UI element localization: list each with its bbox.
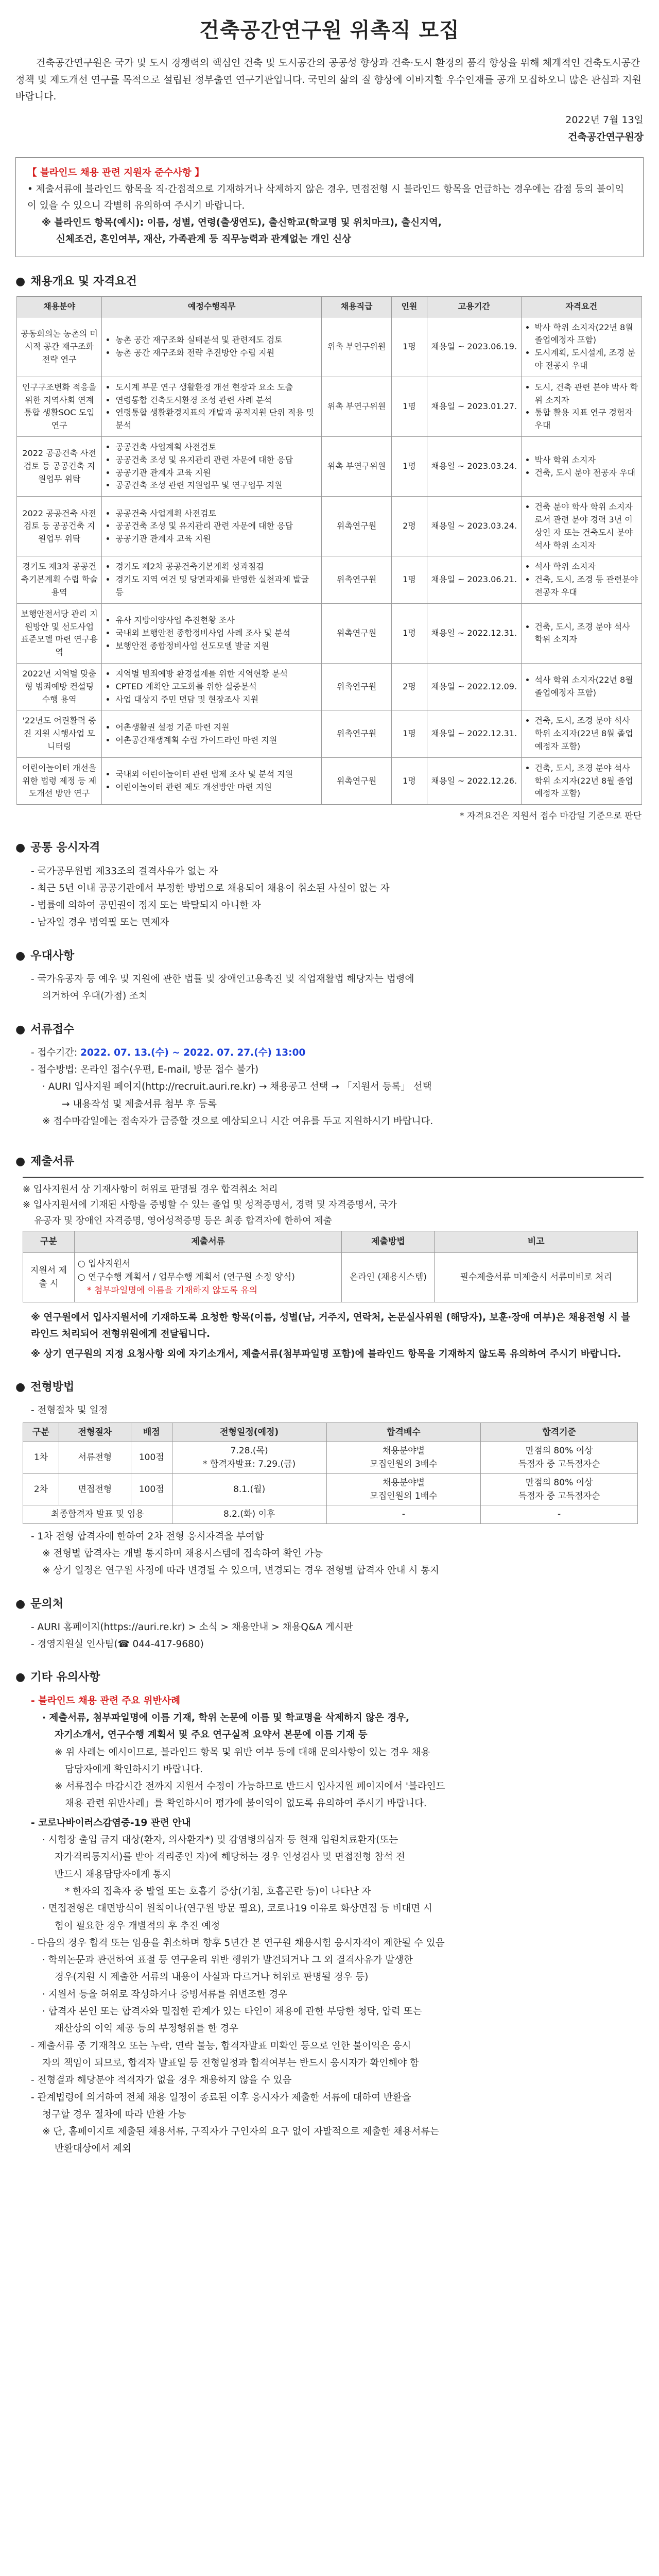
process-mult-line: 모집인원의 1배수 <box>370 1490 438 1501</box>
recruit-period: 채용일 ~ 2023.03.24. <box>427 497 521 556</box>
process-label: - 전형절차 및 일정 <box>31 1405 108 1416</box>
recruit-duties <box>102 497 322 556</box>
process-date <box>172 1473 326 1505</box>
apply-url-steps: → 내용작성 및 제출서류 첨부 후 등록 <box>62 1098 217 1110</box>
duties-list <box>105 381 318 432</box>
section-apply <box>15 1021 644 1039</box>
list-item: - 제출서류 중 기재착오 또는 누락, 연락 불능, 합격자발표 미확인 등으로 인한 불이익은 응시 <box>31 2040 411 2052</box>
process-final-crit: - <box>481 1505 638 1523</box>
docs-row-method: 온라인 (채용시스템) <box>342 1252 435 1302</box>
table-row <box>17 710 642 757</box>
section-pref <box>15 947 644 965</box>
table-row <box>17 437 642 497</box>
table-row <box>17 317 642 377</box>
list-item: ※ 전형별 합격자는 개별 통지하며 채용시스템에 접속하여 확인 가능 <box>42 1548 323 1559</box>
docs-row-items <box>74 1252 342 1302</box>
col-header: 제출서류 <box>74 1231 342 1252</box>
recruit-period: 채용일 ~ 2023.06.21. <box>427 556 521 603</box>
duties-list <box>105 441 318 492</box>
list-item: • 석사 학위 소지자(22년 8월 졸업예정자 포함) <box>535 674 638 700</box>
process-date <box>172 1442 326 1473</box>
quals-list <box>525 501 638 552</box>
quals-list <box>525 621 638 647</box>
col-header: 전형절차 <box>59 1422 131 1442</box>
list-item: - 다음의 경우 합격 또는 임용을 취소하며 향후 5년간 본 연구원 채용시험 응시자격이 제한될 수 있음 <box>31 1937 445 1948</box>
recruit-quals <box>521 497 641 556</box>
docs-item-text: 연구수행 계획서 / 업무수행 계획서 (연구원 소정 양식) <box>88 1272 295 1283</box>
table-row <box>17 664 642 710</box>
docs-row-label: 지원서 제출 시 <box>23 1252 75 1302</box>
recruit-field: 인구구조변화 적응을 위한 지역사회 연계 통합 생활SOC 도입 연구 <box>17 377 102 436</box>
recruit-field: '22년도 어린활력 증진 지원 시행사업 모니터링 <box>17 710 102 757</box>
quals-list <box>525 762 638 800</box>
list-item: 반드시 채용담당자에게 통지 <box>55 1869 171 1880</box>
list-item: • 경기도 지역 여건 및 당면과제를 반영한 실천과제 발굴 등 <box>115 573 318 599</box>
list-item: • 국내외 보행안전 종합정비사업 사례 조사 및 분석 <box>115 627 318 640</box>
table-row <box>17 603 642 663</box>
notice-line-2: ※ 블라인드 항목(예시): 이름, 성별, 연령(출생연도), 출신학교(학교명 및 위치마크), 출신지역, <box>42 217 442 228</box>
duties-list <box>105 334 318 360</box>
recruit-duties <box>102 437 322 497</box>
apply-list <box>31 1044 649 1130</box>
section-process-title: 전형방법 <box>30 1380 75 1394</box>
list-item: • CPTED 계획안 고도화를 위한 실증분석 <box>115 681 318 693</box>
list-item: ○ 입사지원서 <box>77 1258 131 1269</box>
recruit-grade: 위촉연구원 <box>322 556 392 603</box>
page <box>10 0 649 2158</box>
docs-table <box>23 1231 638 1302</box>
section-pref-title: 우대사항 <box>30 949 75 962</box>
process-crit-line: 만점의 80% 이상 <box>525 1445 593 1456</box>
process-table-header <box>23 1422 638 1442</box>
recruit-field: 2022년 지역별 맞춤형 범죄예방 컨설팅 수행 용역 <box>17 664 102 710</box>
recruit-count: 1명 <box>391 757 427 804</box>
section-inquiry-title: 문의처 <box>30 1597 63 1611</box>
col-header: 합격배수 <box>326 1422 481 1442</box>
process-mult <box>326 1473 481 1505</box>
table-row <box>23 1442 638 1473</box>
list-item: · 지원서 등을 허위로 작성하거나 증빙서류를 위변조한 경우 <box>42 1989 287 2000</box>
table-row <box>23 1473 638 1505</box>
recruit-period: 채용일 ~ 2023.03.24. <box>427 437 521 497</box>
recruit-quals <box>521 757 641 804</box>
etc-list <box>31 1692 638 2158</box>
apply-period-label: - 접수기간: <box>31 1047 81 1058</box>
section-docs-title: 제출서류 <box>30 1155 75 1168</box>
list-item: 자의 책임이 되므로, 합격자 발표일 등 전형일정과 합격여부는 반드시 응시자가 확인해야 함 <box>42 2057 419 2069</box>
bullet-icon: ● <box>15 1380 26 1394</box>
list-item: 자가격리통지서)를 받아 격리중인 자)에 해당하는 경우 인성검사 및 면접전형 참석 전 <box>55 1852 405 1863</box>
recruit-period: 채용일 ~ 2022.12.26. <box>427 757 521 804</box>
recruit-count: 1명 <box>391 437 427 497</box>
list-item: - 관계법령에 의거하여 전체 채용 일정이 종료된 이후 응시자가 제출한 서류에 대하여 반환을 <box>31 2092 411 2103</box>
bullet-icon: ● <box>15 949 26 962</box>
list-item: • 석사 학위 소지자 <box>535 561 638 573</box>
list-item: • 어린이놀이터 관련 제도 개선방안 마련 지원 <box>115 781 318 794</box>
table-row <box>23 1252 638 1302</box>
process-final-label: 최종합격자 발표 및 임용 <box>23 1505 172 1523</box>
list-item: - 최근 5년 이내 공공기관에서 부정한 방법으로 채용되어 채용이 취소된 사실이 없는 자 <box>31 883 390 894</box>
col-header: 배점 <box>131 1422 172 1442</box>
recruit-grade: 위촉연구원 <box>322 603 392 663</box>
list-item: • 건축 분야 학사 학위 소지자로서 관련 분야 경력 3년 이상인 자 또는 건축도시 분야 석사 학위 소지자 <box>535 501 638 552</box>
list-item: • 도시계 부문 연구 생활환경 개선 현장과 요소 도출 <box>115 381 318 394</box>
list-item: - 1차 전형 합격자에 한하여 2차 전형 응시자격을 부여함 <box>31 1531 264 1542</box>
list-item: - 남자일 경우 병역필 또는 면제자 <box>31 917 169 928</box>
list-item: • 보행안전 종합정비사업 선도모델 발굴 지원 <box>115 640 318 653</box>
process-date-line: 7.28.(목) <box>230 1445 268 1456</box>
list-item: - 전형결과 해당분야 적격자가 없을 경우 채용하지 않을 수 있음 <box>31 2075 292 2086</box>
recruit-quals <box>521 603 641 663</box>
section-apply-title: 서류접수 <box>30 1023 75 1036</box>
list-item: • 건축, 도시, 조경 분야 석사 학위 소지자(22년 8월 졸업예정자 포함) <box>535 715 638 753</box>
list-item: • 공공건축 조성 및 유지관리 관련 자문에 대한 응답 <box>115 454 318 467</box>
list-item: * 한자의 접촉자 중 발열 또는 호흡기 증상(기침, 호흡곤란 등)이 나타난 자 <box>65 1886 371 1897</box>
process-mult-line: 채용분야별 <box>382 1445 425 1456</box>
docs-table-header <box>23 1231 638 1252</box>
recruit-field: 어린이놀이터 개선을 위한 법령 제정 등 제도개선 방안 연구 <box>17 757 102 804</box>
list-item: 청구할 경우 절차에 따라 반환 가능 <box>42 2109 186 2120</box>
apply-period <box>31 1044 649 1061</box>
process-notes <box>31 1528 649 1580</box>
list-item: ○ 연구수행 계획서 / 업무수행 계획서 (연구원 소정 양식) <box>77 1272 295 1283</box>
list-item: ※ 상기 일정은 연구원 사정에 따라 변경될 수 있으며, 변경되는 경우 전형별 합격자 안내 시 통지 <box>42 1565 439 1577</box>
duties-list <box>105 721 318 747</box>
list-item: 의거하여 우대(가점) 조치 <box>42 991 148 1002</box>
list-item: • 연령통합 생활환경지표의 개발과 공적지원 단위 적용 및 분석 <box>115 406 318 432</box>
duties-list <box>105 561 318 599</box>
quals-list <box>525 321 638 372</box>
section-etc <box>15 1668 644 1687</box>
list-item: - 국가공무원법 제33조의 결격사유가 없는 자 <box>31 866 218 877</box>
list-item: • 도시계획, 도시설계, 조경 분야 전공자 우대 <box>535 347 638 372</box>
col-header: 비고 <box>435 1231 638 1252</box>
col-header: 채용분야 <box>17 296 102 317</box>
list-item: • 지역별 범죄예방 환경설계를 위한 지역현황 분석 <box>115 668 318 681</box>
list-item: • 건축, 도시, 조경 분야 석사 학위 소지자 <box>535 621 638 647</box>
list-item: • 국내외 어린이놀이터 관련 법제 조사 및 분석 지원 <box>115 768 318 781</box>
recruit-count: 1명 <box>391 317 427 377</box>
list-item: · 면접전형은 대면방식이 원칙이나(연구원 방문 필요), 코로나19 이유로 화상면접 등 비대면 시 <box>42 1903 432 1914</box>
list-item: • 공공건축 조성 및 유지관리 관련 자문에 대한 응답 <box>115 520 318 533</box>
recruit-period: 채용일 ~ 2023.01.27. <box>427 377 521 436</box>
duties-list <box>105 507 318 546</box>
section-etc-title: 기타 유의사항 <box>30 1671 100 1684</box>
process-final-date: 8.2.(화) 이후 <box>172 1505 326 1523</box>
recruit-grade: 위촉연구원 <box>322 664 392 710</box>
list-item: • 사업 대상지 주민 면담 및 현장조사 지원 <box>115 693 318 706</box>
recruit-grade: 위촉 부연구위원 <box>322 437 392 497</box>
recruit-duties <box>102 664 322 710</box>
recruit-quals <box>521 710 641 757</box>
recruit-duties <box>102 556 322 603</box>
etc-blind-title: - 블라인드 채용 관련 주요 위반사례 <box>31 1695 181 1706</box>
list-item: • 공공기관 관계자 교육 지원 <box>115 467 318 480</box>
col-header: 예정수행직무 <box>102 296 322 317</box>
recruit-quals <box>521 556 641 603</box>
recruit-grade: 위촉연구원 <box>322 710 392 757</box>
list-item: 자기소개서, 연구수행 계획서 및 주요 연구실적 요약서 본문에 이름 기재 등 <box>55 1730 368 1741</box>
recruit-duties <box>102 377 322 436</box>
process-name: 서류전형 <box>59 1442 131 1473</box>
inquiry-phone: - 경영지원실 인사팀(☎ 044-417-9680) <box>31 1639 204 1650</box>
list-item: • 공공건축 사업계획 사전검토 <box>115 507 318 520</box>
table-row <box>17 377 642 436</box>
recruit-table-header <box>17 296 642 317</box>
section-common <box>15 839 644 857</box>
col-header: 자격요건 <box>521 296 641 317</box>
list-item: 험이 필요한 경우 개별적의 후 추진 예정 <box>55 1920 220 1931</box>
page-title: 건축공간연구원 위촉직 모집 <box>199 19 460 42</box>
notice-line-1: • 제출서류에 블라인드 항목을 직·간접적으로 기재하거나 삭제하지 않은 경우, 면접전형 시 블라인드 항목을 언급하는 경우에는 감점 등의 불이익이 있을 수 있으니 각별히 유의하여 주시기 바랍니다. <box>27 184 625 212</box>
recruit-count: 1명 <box>391 556 427 603</box>
recruit-count: 1명 <box>391 603 427 663</box>
recruit-duties <box>102 757 322 804</box>
list-item: • 통합 활용 지표 연구 경험자 우대 <box>535 406 638 432</box>
list-item: • 공공기관 관계자 교육 지원 <box>115 533 318 546</box>
process-final-mult: - <box>326 1505 481 1523</box>
docs-item-text: 입사지원서 <box>88 1258 131 1269</box>
duties-list <box>105 668 318 706</box>
col-header: 구분 <box>23 1422 59 1442</box>
recruit-field: 보행안전서당 관리 지원방안 및 선도사업 표준모델 마련 연구용역 <box>17 603 102 663</box>
table-row <box>17 497 642 556</box>
process-crit-line: 만점의 80% 이상 <box>525 1477 593 1488</box>
section-common-title: 공통 응시자격 <box>30 841 100 855</box>
col-header: 제출방법 <box>342 1231 435 1252</box>
process-crit-line: 득점자 중 고득점자순 <box>518 1459 600 1470</box>
list-item: · 학위논문과 관련하여 표절 등 연구윤리 위반 행위가 발견되거나 그 외 결격사유가 발생한 <box>42 1955 413 1966</box>
recruit-count: 1명 <box>391 377 427 436</box>
list-item: • 건축, 도시, 조경 등 관련분야 전공자 우대 <box>535 573 638 599</box>
list-item: 재산상의 이익 제공 등의 부정행위를 한 경우 <box>55 2023 238 2035</box>
recruit-table-body <box>17 317 642 805</box>
section-inquiry <box>15 1595 644 1614</box>
process-name: 면접전형 <box>59 1473 131 1505</box>
col-header: 합격기준 <box>481 1422 638 1442</box>
process-date-line: 8.1.(월) <box>233 1484 266 1495</box>
bullet-icon: ● <box>15 1671 26 1684</box>
quals-list <box>525 561 638 599</box>
list-item: · 합격자 본인 또는 합격자와 밀접한 관계가 있는 타인이 채용에 관한 부당한 청탁, 압력 또는 <box>42 2006 422 2018</box>
docs-note: 유공자 및 장애인 자격증명, 영어성적증명 등은 최종 합격자에 한하여 제출 <box>34 1215 332 1226</box>
apply-method: - 접수방법: 온라인 접수(우편, E-mail, 방문 접수 불가) <box>31 1064 259 1076</box>
process-mult <box>326 1442 481 1473</box>
recruit-field: 공동회의논 농촌의 미시적 공간 재구조화 전략 연구 <box>17 317 102 377</box>
recruit-period: 채용일 ~ 2022.12.09. <box>427 664 521 710</box>
process-crit <box>481 1473 638 1505</box>
recruit-quals <box>521 437 641 497</box>
docs-row-note: 필수제출서류 미제출시 서류미비로 처리 <box>435 1252 638 1302</box>
table-note: * 자격요건은 지원서 접수 마감일 기준으로 판단 <box>460 811 641 822</box>
bullet-icon: ● <box>15 275 26 288</box>
recruit-duties <box>102 603 322 663</box>
table-row <box>23 1505 638 1523</box>
list-item: • 어촌생활권 설정 기준 마련 지원 <box>115 721 318 734</box>
table-row <box>17 556 642 603</box>
quals-list <box>525 381 638 432</box>
list-item: • 농촌 공간 재구조화 실태분석 및 관련제도 검토 <box>115 334 318 347</box>
blind-notice-box <box>15 157 644 257</box>
docs-warning-2: ※ 상기 연구원의 지정 요청사항 외에 자기소개서, 제출서류(첨부파일명 포함)에 블라인드 항목을 기재하지 않도록 유의하여 주시기 바랍니다. <box>31 1348 621 1360</box>
list-item: • 박사 학위 소지자 <box>535 454 638 467</box>
quals-list <box>525 674 638 700</box>
docs-note: ※ 입사지원서 상 기재사항이 허위로 판명될 경우 합격취소 처리 <box>23 1183 278 1195</box>
process-table <box>23 1422 638 1524</box>
inquiry-list <box>31 1619 649 1653</box>
section-recruit <box>15 273 644 291</box>
recruit-period: 채용일 ~ 2023.06.19. <box>427 317 521 377</box>
list-item: 반환대상에서 제외 <box>55 2143 131 2155</box>
section-process <box>15 1378 644 1397</box>
col-header: 채용직급 <box>322 296 392 317</box>
process-crit-line: 득점자 중 고득점자순 <box>518 1490 600 1501</box>
col-header: 구분 <box>23 1231 75 1252</box>
notice-title: 【 블라인드 채용 관련 지원자 준수사항 】 <box>27 167 204 178</box>
list-item: • 어촌공간재생계획 수립 가이드라인 마련 지원 <box>115 734 318 747</box>
process-step: 2차 <box>23 1473 59 1505</box>
recruit-count: 2명 <box>391 664 427 710</box>
list-item: 경우(지원 시 제출한 서류의 내용이 사실과 다르거나 허위로 판명될 경우 등) <box>55 1972 369 1983</box>
list-item: • 건축, 도시, 조경 분야 석사 학위 소지자(22년 8월 졸업예정자 포함) <box>535 762 638 800</box>
section-recruit-title: 채용개요 및 자격요건 <box>30 275 137 288</box>
list-item: ※ 서류접수 마감시간 전까지 지원서 수정이 가능하므로 반드시 입사지원 페이지에서 '블라인드 <box>55 1781 445 1792</box>
list-item: • 도시, 건축 관련 분야 박사 학위 소지자 <box>535 381 638 407</box>
recruit-duties <box>102 710 322 757</box>
recruit-duties <box>102 317 322 377</box>
bullet-icon: ● <box>15 1155 26 1168</box>
duties-list <box>105 768 318 794</box>
common-list <box>31 863 649 931</box>
recruit-quals <box>521 317 641 377</box>
recruit-grade: 위촉 부연구위원 <box>322 377 392 436</box>
process-score: 100점 <box>131 1442 172 1473</box>
recruit-grade: 위촉연구원 <box>322 497 392 556</box>
list-item: · 제출서류, 첨부파일명에 이름 기재, 학위 논문에 이름 및 학교명을 삭제하지 않은 경우, <box>42 1712 410 1723</box>
list-item: • 공공건축 조성 관련 지원업무 및 연구업무 지원 <box>115 479 318 492</box>
process-mult-line: 모집인원의 3배수 <box>370 1459 438 1470</box>
bullet-icon: ● <box>15 1023 26 1036</box>
apply-period-value: 2022. 07. 13.(수) ~ 2022. 07. 27.(수) 13:00 <box>80 1047 306 1058</box>
apply-warning: ※ 접수마감일에는 접속자가 급증할 것으로 예상되오니 시간 여유를 두고 지원하시기 바랍니다. <box>42 1116 433 1127</box>
recruit-grade: 위촉 부연구위원 <box>322 317 392 377</box>
etc-covid-title: - 코로나바이러스감염증-19 관련 안내 <box>31 1817 191 1828</box>
list-item: - 국가유공자 등 예우 및 지원에 관한 법률 및 장애인고용촉진 및 직업재활법 해당자는 법령에 <box>31 974 414 985</box>
posting-organization: 건축공간연구원장 <box>568 131 644 143</box>
recruit-table <box>16 296 642 805</box>
duties-list <box>105 614 318 652</box>
list-item: ※ 위 사례는 예시이므로, 블라인드 항목 및 위반 여부 등에 대해 문의사항이 있는 경우 채용 <box>55 1747 430 1758</box>
bullet-icon: ● <box>15 1597 26 1611</box>
recruit-count: 1명 <box>391 710 427 757</box>
col-header: 인원 <box>391 296 427 317</box>
list-item: • 농촌 공간 재구조화 전략 추진방안 수립 지원 <box>115 347 318 360</box>
docs-red-note: * 첨부파일명에 이름을 기재하지 않도록 유의 <box>86 1285 258 1296</box>
notice-line-3: 신체조건, 혼인여부, 재산, 가족관계 등 직무능력과 관계없는 개인 신상 <box>56 234 351 245</box>
intro-paragraph: 건축공간연구원은 국가 및 도시 경쟁력의 핵심인 건축 및 도시공간의 공공성 향상과 건축·도시 환경의 품격 향상을 위해 체계적인 건축도시공간 정책 및 제도개선 연구를 목적으로 설립된 정부출연 연구기관입니다. 국민의 삶의 질 향상에 이바지할 우수인재를 공개 모집하오니 많은 관심과 지원 바랍니다. <box>15 57 641 103</box>
col-header: 전형일정(예정) <box>172 1422 326 1442</box>
recruit-period: 채용일 ~ 2022.12.31. <box>427 710 521 757</box>
list-item: • 건축, 도시 분야 전공자 우대 <box>535 467 638 480</box>
apply-url-link[interactable]: · AURI 입사지원 페이지(http://recruit.auri.re.kr) → 채용공고 선택 → 「지원서 등록」 선택 <box>42 1081 432 1093</box>
list-item: • 경기도 제2차 공공건축기본계획 성과점검 <box>115 561 318 573</box>
process-step: 1차 <box>23 1442 59 1473</box>
recruit-field: 2022 공공건축 사전검토 등 공공건축 지원업무 위탁 <box>17 437 102 497</box>
docs-warning-1: ※ 연구원에서 입사지원서에 기재하도록 요청한 항목(이름, 성별(남, 거주지, 연락처, 논문실사위원 (해당자), 보훈·장애 여부)은 채용전형 시 블라인드 처리되어 전형위원에게 전달됩니다. <box>31 1312 631 1340</box>
list-item: 담당자에게 확인하시기 바랍니다. <box>65 1764 203 1775</box>
section-docs <box>15 1153 644 1171</box>
process-date-line: * 합격자발표: 7.29.(금) <box>203 1459 296 1470</box>
table-row <box>17 757 642 804</box>
recruit-grade: 위촉연구원 <box>322 757 392 804</box>
list-item: 채용 관련 위반사례」를 확인하시어 평가에 불이익이 없도록 유의하여 주시기 바랍니다. <box>65 1798 427 1809</box>
docs-note: ※ 입사지원서에 기재된 사항을 증빙할 수 있는 졸업 및 성적증명서, 경력 및 자격증명서, 국가 <box>23 1199 397 1211</box>
list-item: • 유사 지방이양사업 추진현황 조사 <box>115 614 318 627</box>
recruit-quals <box>521 377 641 436</box>
docs-notes <box>23 1177 644 1231</box>
process-crit <box>481 1442 638 1473</box>
process-score: 100점 <box>131 1473 172 1505</box>
list-item: ※ 단, 홈페이지로 제출된 채용서류, 구직자가 구인자의 요구 없이 자발적으로 제출한 채용서류는 <box>42 2126 440 2138</box>
recruit-count: 2명 <box>391 497 427 556</box>
posting-date: 2022년 7월 13일 <box>565 114 644 126</box>
quals-list <box>525 454 638 480</box>
recruit-period: 채용일 ~ 2022.12.31. <box>427 603 521 663</box>
recruit-field: 경기도 제3차 공공건축기본계획 수립 학술용역 <box>17 556 102 603</box>
list-item: - 법률에 의하여 공민권이 정지 또는 박탈되지 아니한 자 <box>31 900 261 911</box>
recruit-field: 2022 공공건축 사전검토 등 공공건축 지원업무 위탁 <box>17 497 102 556</box>
list-item: • 공공건축 사업계획 사전검토 <box>115 441 318 454</box>
col-header: 고용기간 <box>427 296 521 317</box>
list-item: • 박사 학위 소지자(22년 8월 졸업예정자 포함) <box>535 321 638 347</box>
bullet-icon: ● <box>15 841 26 855</box>
list-item: • 연령통합 건축도시환경 조성 관련 사례 분석 <box>115 394 318 407</box>
inquiry-link[interactable]: - AURI 홈페이지(https://auri.re.kr) > 소식 > 채용안내 > 채용Q&A 게시판 <box>31 1621 353 1633</box>
quals-list <box>525 715 638 753</box>
list-item: · 시험장 출입 금지 대상(환자, 의사환자*) 및 감염병의심자 등 현재 입원치료환자(또는 <box>42 1835 398 1846</box>
recruit-quals <box>521 664 641 710</box>
pref-list <box>31 971 649 1005</box>
process-mult-line: 채용분야별 <box>382 1477 425 1488</box>
